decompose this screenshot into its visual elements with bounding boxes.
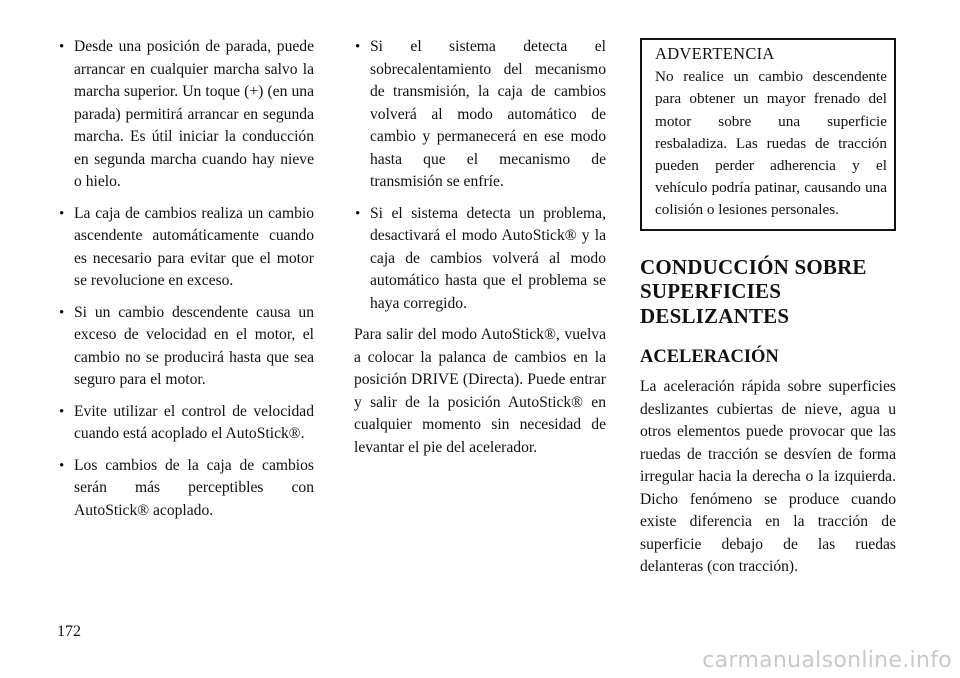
column-3 — [640, 36, 896, 579]
list-item: • Si el sistema detecta un problema, desactivará el modo AutoStick® y la caja de cambios volverá al modo automático hasta que el problema se haya corregido. — [355, 204, 606, 312]
bullet-list — [354, 36, 606, 315]
exit-autostick-paragraph: Para salir del modo AutoStick®, vuelva a colocar la palanca de cambios en la posición DRIVE (Directa). Puede entrar y salir de la posición AutoStick® en cualquier momento sin necesidad de levantar el pie del acelerador. — [354, 326, 606, 456]
acceleration-paragraph: La aceleración rápida sobre superficies deslizantes cubiertas de nieve, agua u otros elementos puede provocar que las ruedas de tracción se desvíen de forma irregular hacia la derecha o la izquierda. Dicho fenómeno se produce cuando existe diferencia en la tracción de superficie debajo de las ruedas delanteras (con tracción). — [640, 378, 896, 576]
list-item: • Desde una posición de parada, puede arrancar en cualquier marcha salvo la marcha superior. Un toque (+) (en una parada) permitirá arrancar en segunda marcha. Es útil iniciar la conducción en segunda marcha cuando hay nieve o hielo. — [59, 38, 314, 190]
subsection-heading: ACELERACIÓN — [640, 347, 779, 368]
list-item: • Si el sistema detecta el sobrecalentamiento del mecanismo de transmisión, la caja de cambios volverá al modo automático de cambio y permanecerá en ese modo hasta que el mecanismo de transmisión se enfríe. — [355, 38, 606, 190]
list-item: • Los cambios de la caja de cambios serán más perceptibles con AutoStick® acoplado. — [59, 456, 314, 519]
warning-title: ADVERTENCIA — [655, 44, 775, 63]
column-2 — [354, 36, 606, 459]
warning-box — [640, 38, 896, 231]
bullet-list — [58, 36, 314, 522]
bullet-icon: • — [59, 403, 65, 420]
warning-text: No realice un cambio descendente para obtener un mayor frenado del motor sobre una superficie resbaladiza. Las ruedas de tracción pueden perder adherencia y el vehículo podría patinar, causando una colisión o lesiones personales. — [655, 68, 887, 219]
bullet-icon: • — [355, 205, 361, 222]
bullet-icon: • — [59, 457, 65, 474]
bullet-icon: • — [59, 205, 65, 222]
list-item: • La caja de cambios realiza un cambio ascendente automáticamente cuando es necesario para evitar que el motor se revolucione en exceso. — [59, 204, 314, 289]
list-item: • Evite utilizar el control de velocidad cuando está acoplado el AutoStick®. — [59, 402, 314, 442]
watermark: carmanualsonline.info — [702, 648, 952, 673]
section-heading: CONDUCCIÓN SOBRE SUPERFICIES DESLIZANTES — [640, 254, 867, 328]
bullet-icon: • — [59, 39, 65, 55]
bullet-icon: • — [59, 304, 65, 321]
bullet-icon: • — [355, 39, 361, 55]
column-1 — [58, 36, 314, 531]
list-item: • Si un cambio descendente causa un exceso de velocidad en el motor, el cambio no se producirá hasta que sea seguro para el motor. — [59, 303, 314, 388]
page-number: 172 — [57, 623, 81, 640]
